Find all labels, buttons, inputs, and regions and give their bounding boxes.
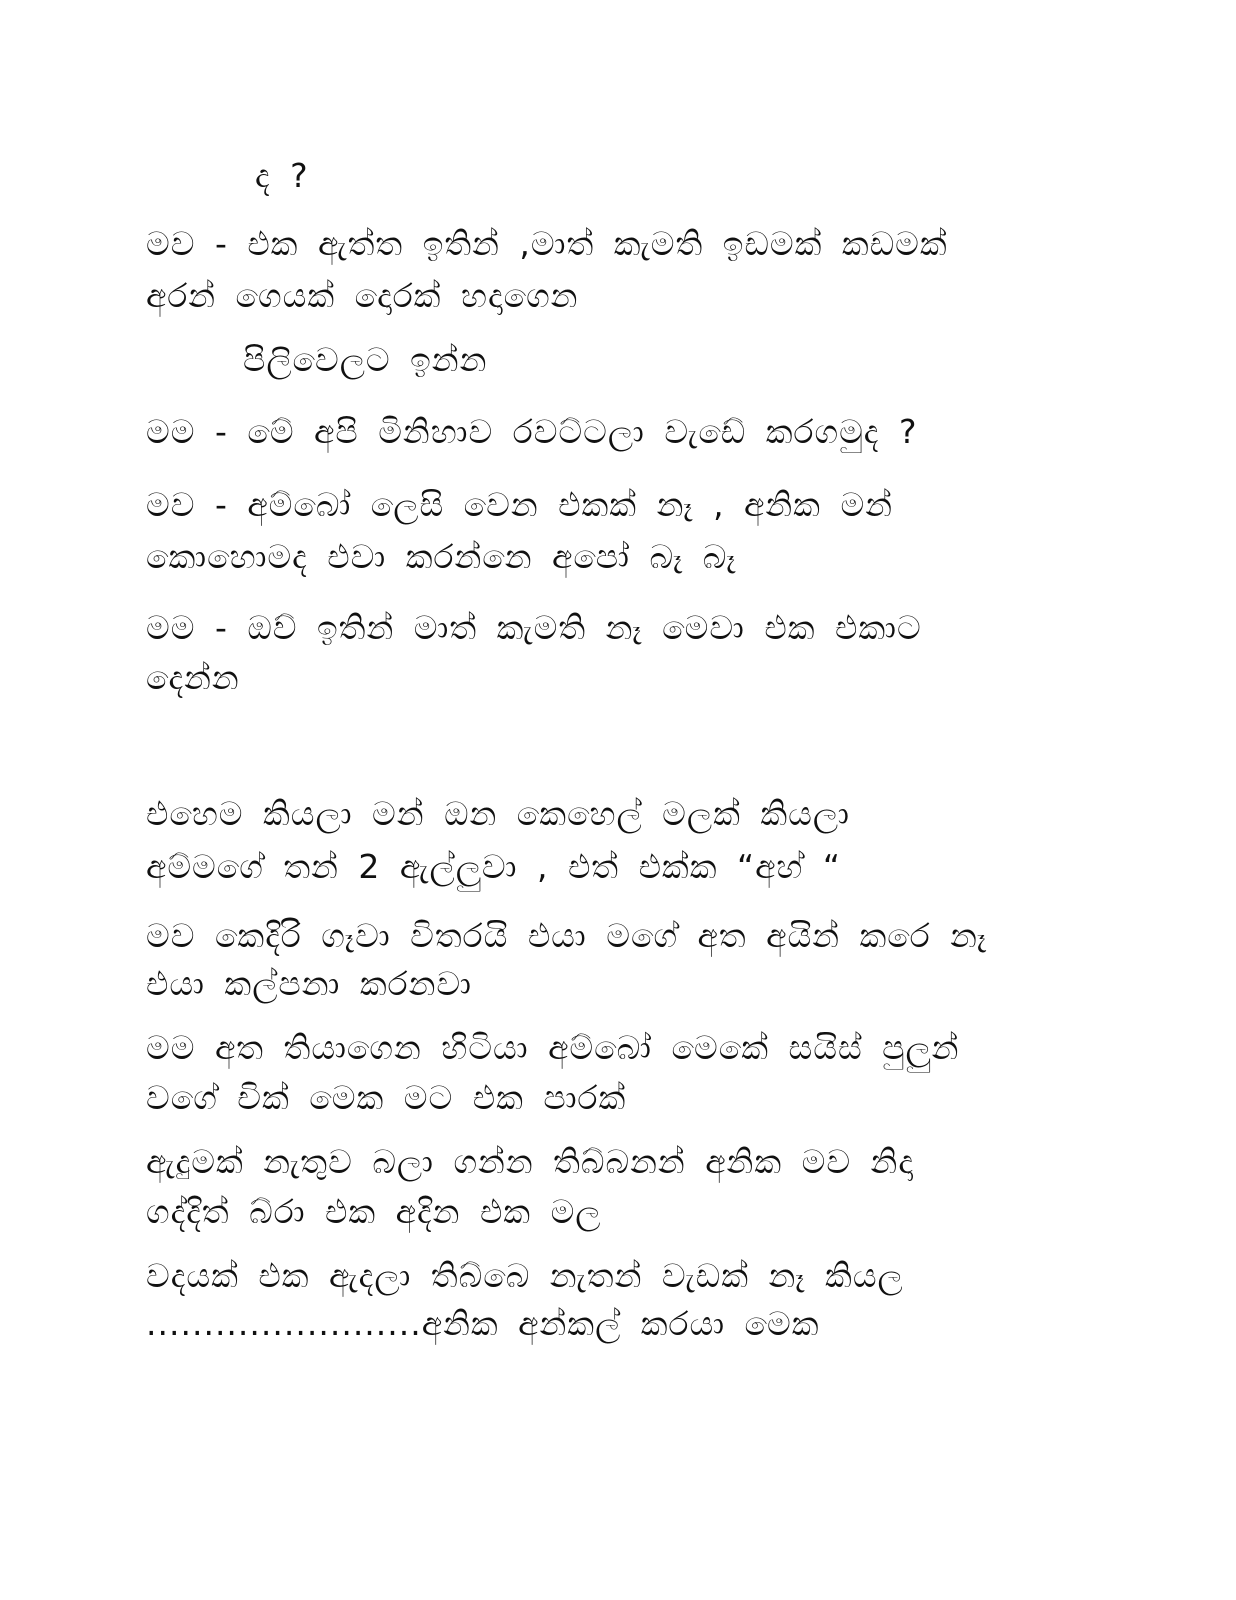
- text-line: මම අත තියාගෙන හිටියා අම්බෝ මෙකේ සයිස් පුලුන්: [146, 1028, 960, 1067]
- text-line: එයා කල්පනා කරනවා: [146, 964, 472, 1003]
- text-line: ඇදුමක් නැතුව බලා ගන්න තිබ්බනන් අනික මව නිදා: [146, 1142, 914, 1181]
- text-line: එහෙම කියලා මන් ඔන කෙහෙල් මලක් කියලා: [146, 794, 850, 833]
- text-line: වගේ චික් මෙක මට එක පාරක්: [146, 1078, 627, 1117]
- text-line: අරන් ගෙයක් දොරක් හදාගෙන: [146, 276, 579, 315]
- text-line: වදයක් එක ඇදලා තිබ්බෙ නැතන් වැඩක් නෑ කියල: [146, 1256, 904, 1295]
- text-line: දෙන්න: [146, 658, 240, 697]
- text-line: මම - මේ අපි මිනිහාව රවට්ටලා වැඩේ කරගමුද ?: [146, 412, 918, 451]
- text-line: අම්මගේ තන් 2 ඇල්ලුවා , එත් එක්ක “අහ් “: [146, 847, 841, 886]
- text-line: මව - අම්බෝ ලෙසි වෙන එකක් නෑ , අනික මන්: [146, 485, 893, 524]
- text-line: මව - එක ඇත්ත ඉතින් ,මාත් කැමති ඉඩමක් කඩමක්: [146, 224, 948, 263]
- text-line: මව කෙදිරි ගෑවා විතරයි එයා මගේ අත අයින් කරෙ නෑ: [146, 916, 988, 955]
- text-line: කොහොමද එවා කරන්නෙ අපෝ බෑ බෑ: [146, 537, 737, 576]
- text-line: ගද්දිත් බ්රා එක අදින එක මල: [146, 1192, 602, 1231]
- text-line: මම - ඔව් ඉතින් මාත් කැමති නෑ මෙවා එක එකාට: [146, 608, 922, 647]
- text-line: පිලිවෙලට ඉන්න: [243, 340, 488, 379]
- text-line: ........................අනික අන්කල් කරයා මෙක: [146, 1304, 820, 1343]
- text-line: ද ?: [255, 156, 309, 195]
